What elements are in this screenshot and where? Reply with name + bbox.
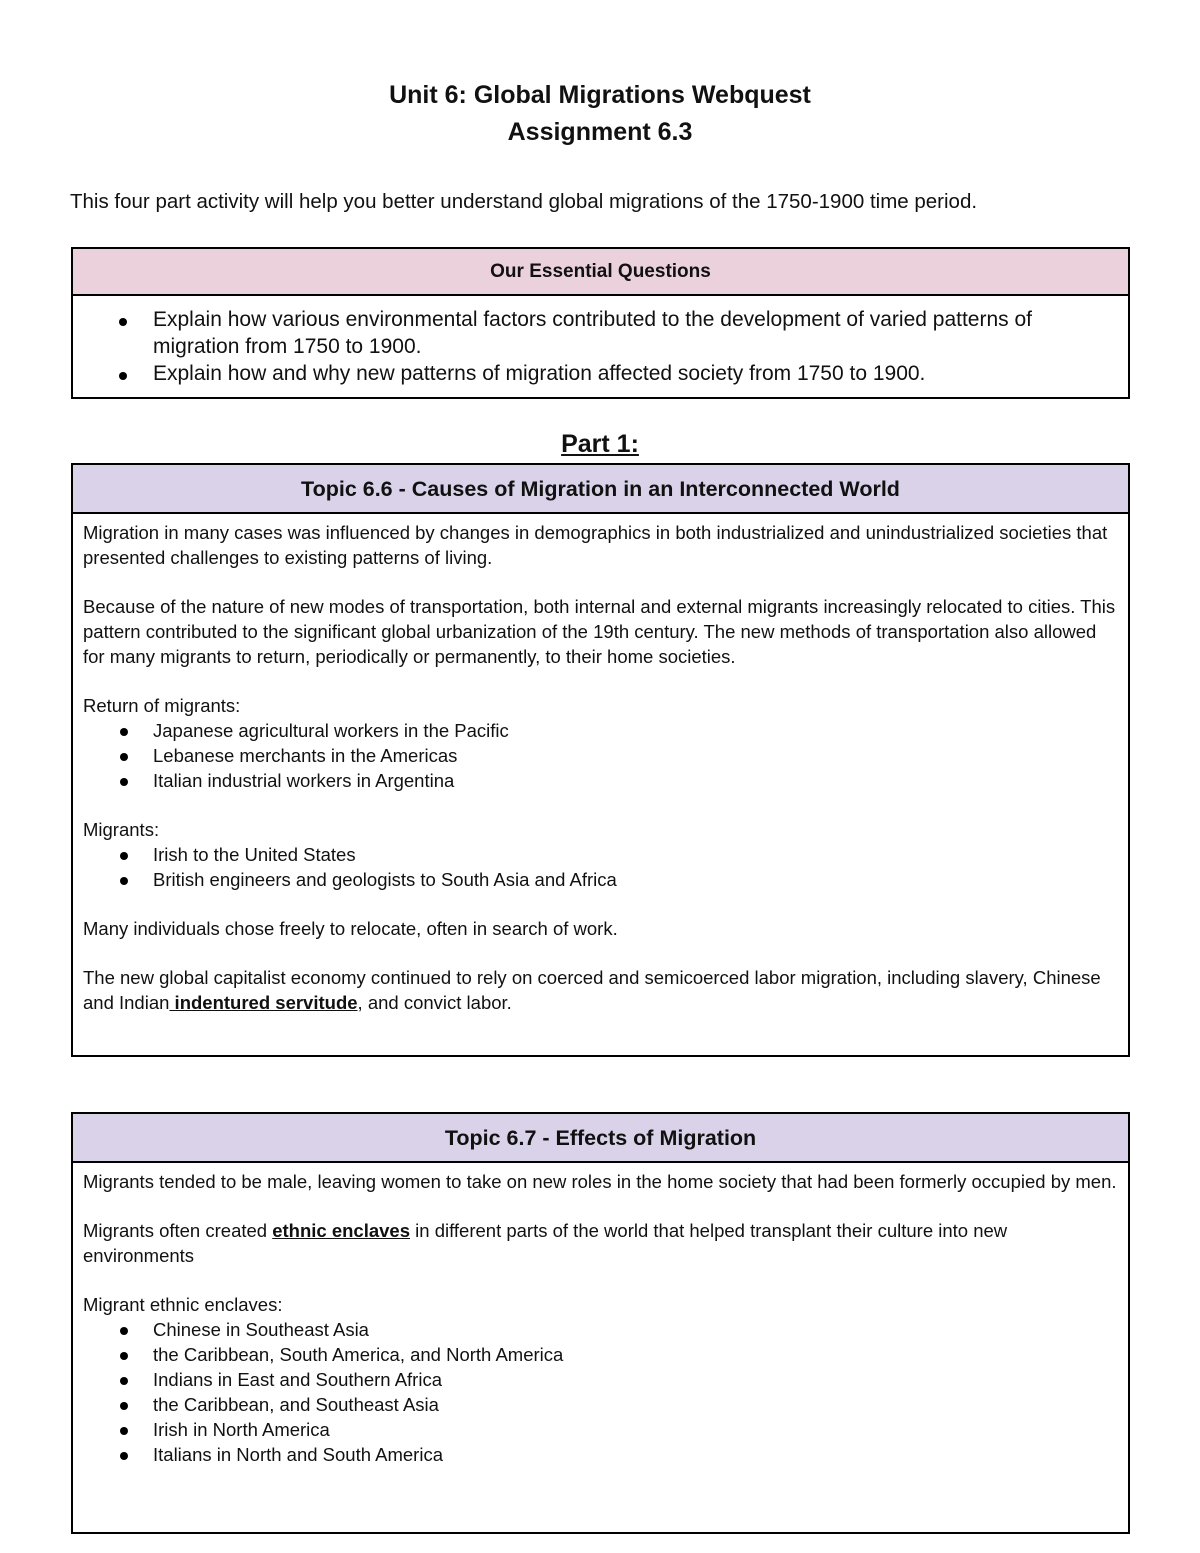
paragraph <box>83 965 1118 1015</box>
return-label: Return of migrants: <box>83 695 241 716</box>
essential-questions-list <box>153 306 1118 387</box>
list-item: Explain how various environmental factors contributed to the development of varied patterns of migration from 1750 to 1900. <box>153 306 1118 360</box>
paragraph <box>83 1218 1118 1268</box>
paragraph-text: , and convict labor. <box>357 992 512 1013</box>
list-item: Chinese in Southeast Asia <box>83 1317 1118 1342</box>
intro-text: This four part activity will help you better understand global migrations of the 1750-1900 time period. <box>70 190 978 213</box>
list-item: Italian industrial workers in Argentina <box>83 768 1118 793</box>
enclaves-list <box>83 1317 1118 1467</box>
paragraph: Migration in many cases was influenced by changes in demographics in both industrialized and unindustrialized societies that presented challenges to existing patterns of living. <box>83 522 1108 568</box>
list-item: Lebanese merchants in the Americas <box>83 743 1118 768</box>
migrants-label: Migrants: <box>83 819 160 840</box>
return-list <box>83 718 1118 793</box>
paragraph-text: in different parts of the world that helped transplant their culture into new environments <box>83 1220 1008 1266</box>
page-subtitle: Assignment 6.3 <box>507 118 693 146</box>
list-item: Japanese agricultural workers in the Pacific <box>83 718 1118 743</box>
essential-questions-heading: Our Essential Questions <box>73 249 1128 296</box>
enclaves-label: Migrant ethnic enclaves: <box>83 1294 283 1315</box>
list-item: Italians in North and South America <box>83 1442 1118 1467</box>
topic-6-7-box <box>71 1112 1130 1534</box>
topic-6-6-box <box>71 463 1130 1057</box>
list-item: Explain how and why new patterns of migration affected society from 1750 to 1900. <box>153 360 1118 387</box>
list-item: Irish in North America <box>83 1417 1118 1442</box>
essential-questions-box <box>71 247 1130 399</box>
topic-6-6-body <box>73 514 1128 1023</box>
topic-6-7-body <box>73 1163 1128 1475</box>
topic-6-6-heading: Topic 6.6 - Causes of Migration in an Interconnected World <box>73 465 1128 514</box>
paragraph-text: Migrants often created <box>83 1220 273 1241</box>
list-item: the Caribbean, and Southeast Asia <box>83 1392 1118 1417</box>
paragraph: Because of the nature of new modes of transportation, both internal and external migrants increasingly relocated to cities. This pattern contributed to the significant global urbanization of the 19th century. The new methods of transportation also allowed for many migrants to return, periodically or permanently, to their home societies. <box>83 596 1116 667</box>
list-item: the Caribbean, South America, and North America <box>83 1342 1118 1367</box>
list-item: Indians in East and Southern Africa <box>83 1367 1118 1392</box>
page-title: Unit 6: Global Migrations Webquest <box>389 81 811 109</box>
topic-6-7-heading: Topic 6.7 - Effects of Migration <box>73 1114 1128 1163</box>
keyword-indentured-servitude: indentured servitude <box>169 992 358 1013</box>
list-item: British engineers and geologists to South Asia and Africa <box>83 867 1118 892</box>
paragraph-text: The new global capitalist economy continued to rely on coerced and semicoerced labor migration, including slavery, Chinese and Indian <box>83 967 1101 1013</box>
part-1-label: Part 1: <box>561 430 639 458</box>
essential-questions-body <box>73 296 1128 397</box>
list-item: Irish to the United States <box>83 842 1118 867</box>
migrants-list <box>83 842 1118 892</box>
keyword-ethnic-enclaves: ethnic enclaves <box>272 1220 411 1241</box>
paragraph: Many individuals chose freely to relocate, often in search of work. <box>83 918 618 939</box>
paragraph: Migrants tended to be male, leaving women to take on new roles in the home society that had been formerly occupied by men. <box>83 1171 1117 1192</box>
